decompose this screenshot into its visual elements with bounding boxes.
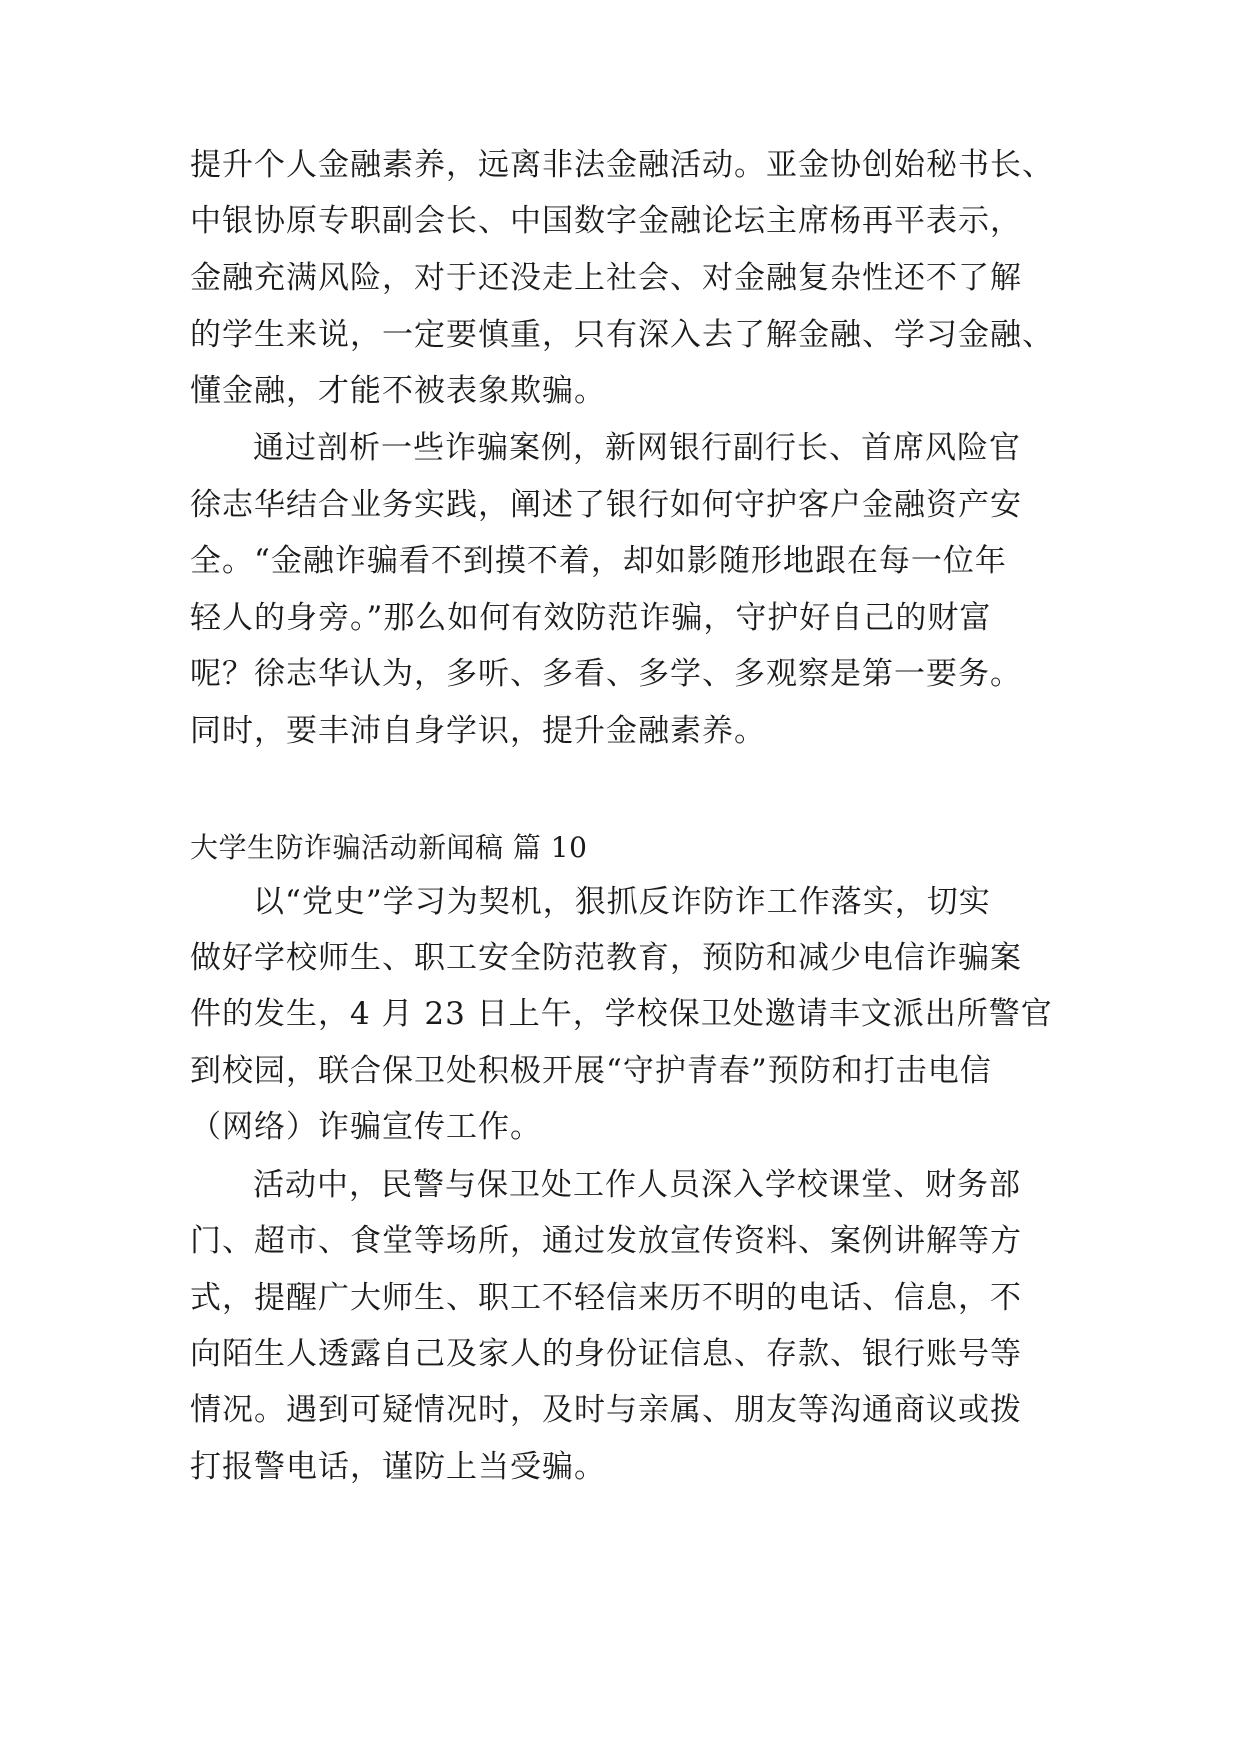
text-line: 做好学校师生、职工安全防范教育，预防和减少电信诈骗案 bbox=[190, 940, 1022, 976]
text-line: （网络）诈骗宣传工作。 bbox=[190, 1109, 542, 1145]
text-line: 件的发生，4 月 23 日上午，学校保卫处邀请丰文派出所警官 bbox=[190, 996, 1053, 1032]
text-line: 活动中，民警与保卫处工作人员深入学校课堂、财务部 bbox=[253, 1167, 1021, 1203]
text-line: 金融充满风险，对于还没走上社会、对金融复杂性还不了解 bbox=[190, 260, 1022, 296]
text-line: 徐志华结合业务实践，阐述了银行如何守护客户金融资产安 bbox=[190, 487, 1022, 523]
text-line: 向陌生人透露自己及家人的身份证信息、存款、银行账号等 bbox=[190, 1336, 1022, 1372]
section-heading: 大学生防诈骗活动新闻稿 篇 10 bbox=[190, 831, 588, 864]
text-line: 式，提醒广大师生、职工不轻信来历不明的电话、信息，不 bbox=[190, 1280, 1022, 1316]
text-line: 中银协原专职副会长、中国数字金融论坛主席杨再平表示， bbox=[190, 203, 1022, 239]
text-line: 以“党史”学习为契机，狠抓反诈防诈工作落实，切实 bbox=[253, 884, 991, 920]
text-line: 门、超市、食堂等场所，通过发放宣传资料、案例讲解等方 bbox=[190, 1223, 1022, 1259]
text-line: 通过剖析一些诈骗案例，新网银行副行长、首席风险官 bbox=[253, 430, 1021, 466]
text-line: 打报警电话，谨防上当受骗。 bbox=[190, 1449, 606, 1485]
text-line: 情况。遇到可疑情况时，及时与亲属、朋友等沟通商议或拨 bbox=[190, 1392, 1022, 1428]
text-line: 提升个人金融素养，远离非法金融活动。亚金协创始秘书长、 bbox=[190, 147, 1054, 183]
text-line: 到校园，联合保卫处积极开展“守护青春”预防和打击电信 bbox=[190, 1053, 992, 1089]
text-line: 轻人的身旁。”那么如何有效防范诈骗，守护好自己的财富 bbox=[190, 600, 992, 636]
text-line: 懂金融，才能不被表象欺骗。 bbox=[190, 373, 606, 409]
text-line: 同时，要丰沛自身学识，提升金融素养。 bbox=[190, 713, 766, 749]
text-line: 呢？徐志华认为，多听、多看、多学、多观察是第一要务。 bbox=[190, 656, 1022, 692]
text-line: 的学生来说，一定要慎重，只有深入去了解金融、学习金融、 bbox=[190, 317, 1054, 353]
text-line: 全。“金融诈骗看不到摸不着，却如影随形地跟在每一位年 bbox=[190, 543, 1007, 579]
